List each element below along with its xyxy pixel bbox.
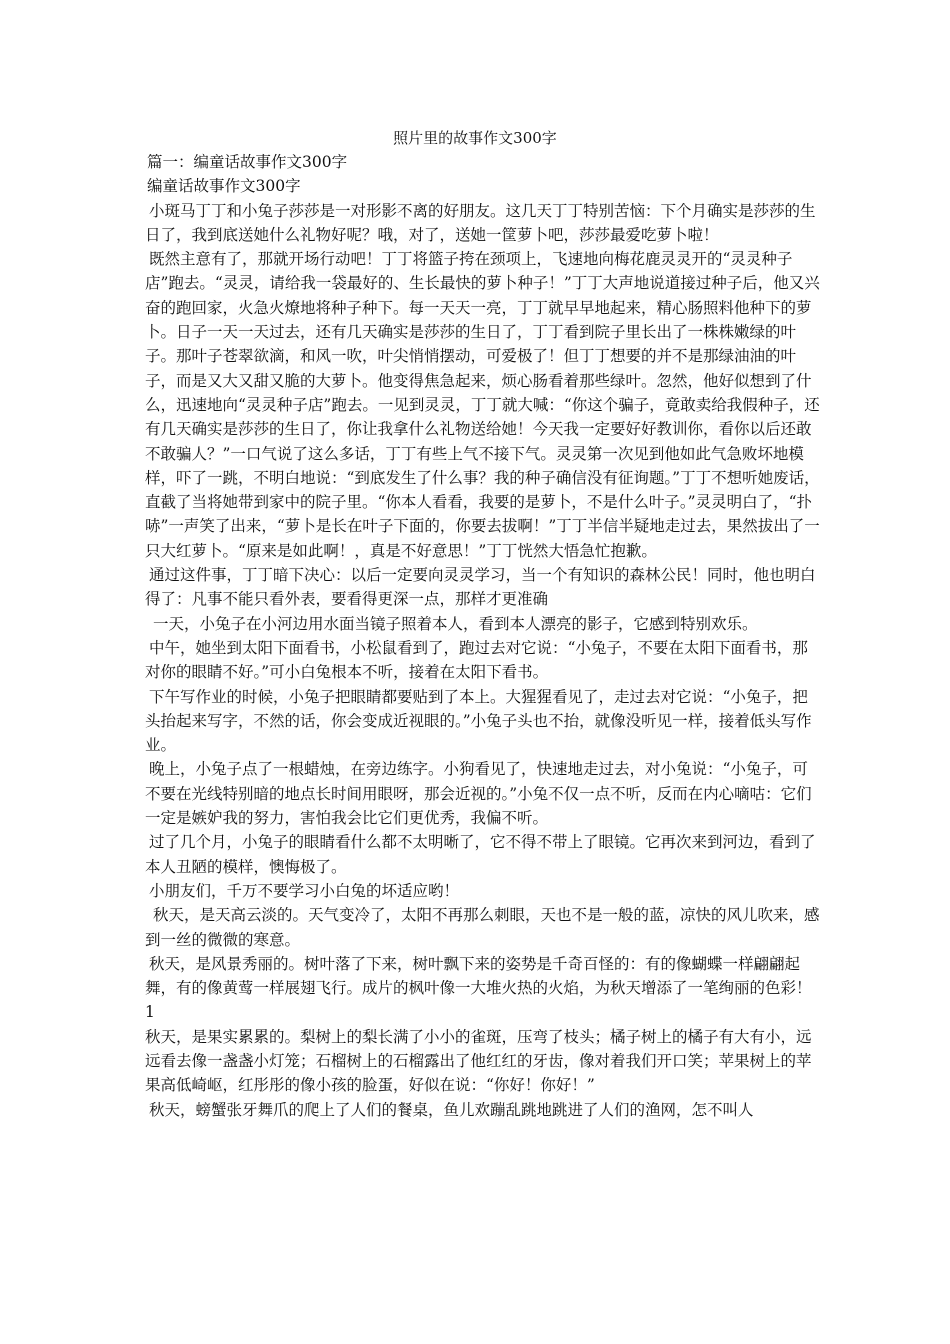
paragraph: 小斑马丁丁和小兔子莎莎是一对形影不离的好朋友。这几天丁丁特别苦恼：下个月确实是莎莎的生日了，我到底送她什么礼物好呢？哦，对了，送她一筐萝卜吧，莎莎最爱吃萝卜啦！	[145, 201, 816, 244]
paragraph: 秋天，螃蟹张牙舞爪的爬上了人们的餐桌，鱼儿欢蹦乱跳地跳进了人们的渔网，怎不叫人	[149, 1100, 754, 1119]
paragraph: 中午，她坐到太阳下面看书，小松鼠看到了，跑过去对它说：“小兔子，不要在太阳下面看书，那对你的眼睛不好。”可小白兔根本不听，接着在太阳下看书。	[145, 638, 808, 682]
paragraph: 秋天，是天高云淡的。天气变冷了，太阳不再那么刺眼，天也不是一般的蓝，凉快的风儿吹来，感到一丝的微微的寒意。	[145, 906, 820, 949]
document-body	[145, 150, 820, 1122]
paragraph: 下午写作业的时候，小兔子把眼睛都要贴到了本上。大猩猩看见了，走过去对它说：“小兔子，把头抬起来写字，不然的话，你会变成近视眼的。”小兔子头也不抬，就像没听见一样，接着低头写作业。	[145, 687, 812, 755]
paragraph-essay-subheading: 编童话故事作文300字	[147, 177, 301, 196]
paragraph: 一天，小兔子在小河边用水面当镜子照着本人，看到本人漂亮的影子，它感到特别欢乐。	[153, 614, 758, 633]
paragraph: 秋天，是风景秀丽的。树叶落了下来，树叶飘下来的姿势是千奇百怪的：有的像蝴蝶一样翩翩起舞，有的像黄莺一样展翅飞行。成片的枫叶像一大堆火热的火焰，为秋天增添了一笔绚丽的色彩！1	[145, 954, 812, 1022]
paragraph: 小朋友们，千万不要学习小白兔的坏适应哟！	[149, 881, 460, 900]
paragraph: 既然主意有了，那就开场行动吧！丁丁将篮子挎在颈项上，飞速地向梅花鹿灵灵开的“灵灵种子店”跑去。“灵灵，请给我一袋最好的、生长最快的萝卜种子！”丁丁大声地说道接过种子后，他又兴奋的跑回家，火急火燎地将种子种下。每一天天一亮，丁丁就早早地起来，精心肠照料他种下的萝卜。日子一天一天过去，还有几天确实是莎莎的生日了，丁丁看到院子里长出了一株株嫩绿的叶子。那叶子苍翠欲滴，和风一吹，叶尖悄悄摆动，可爱极了！但丁丁想要的并不是那绿油油的叶子，而是又大又甜又脆的大萝卜。他变得焦急起来，烦心肠看着那些绿叶。忽然，他好似想到了什么，迅速地向“灵灵种子店”跑去。一见到灵灵，丁丁就大喊：“你这个骗子，竟敢卖给我假种子，还有几天确实是莎莎的生日了，你让我拿什么礼物送给她！今天我一定要好好教训你，看你以后还敢不敢骗人？”一口气说了这么多话，丁丁有些上气不接下气。灵灵第一次见到他如此气急败坏地模样，吓了一跳，不明白地说：“到底发生了什么事？我的种子确信没有征询题。”丁丁不想听她废话，直截了当将她带到家中的院子里。“你本人看看，我要的是萝卜，不是什么叶子。”灵灵明白了，“扑哧”一声笑了出来，“萝卜是长在叶子下面的，你要去拔啊！”丁丁半信半疑地走过去，果然拔出了一只大红萝卜。“原来是如此啊！，真是不好意思！”丁丁恍然大悟急忙抱歉。	[145, 250, 820, 560]
paragraph: 过了几个月，小兔子的眼睛看什么都不太明晰了，它不得不带上了眼镜。它再次来到河边，看到了本人丑陋的模样，懊悔极了。	[145, 833, 816, 876]
document-title: 照片里的故事作文300字	[393, 129, 557, 147]
paragraph-essay-heading: 篇一：编童话故事作文300字	[147, 153, 348, 171]
paragraph: 晚上，小兔子点了一根蜡烛，在旁边练字。小狗看见了，快速地走过去，对小兔说：“小兔子，可不要在光线特别暗的地点长时间用眼呀，那会近视的。”小兔不仅一点不听，反而在内心嘀咕：它们一定是嫉妒我的努力，害怕我会比它们更优秀，我偏不听。	[145, 760, 812, 828]
paragraph: 通过这件事，丁丁暗下决心：以后一定要向灵灵学习，当一个有知识的森林公民！同时，他也明白得了：凡事不能只看外表，要看得更深一点，那样才更准确	[145, 566, 816, 609]
paragraph: 秋天，是果实累累的。梨树上的梨长满了小小的雀斑，压弯了枝头；橘子树上的橘子有大有小，远远看去像一盏盏小灯笼；石榴树上的石榴露出了他红红的牙齿，像对着我们开口笑；苹果树上的苹果高低崎岖，红彤彤的像小孩的脸蛋，好似在说：“你好！你好！”	[145, 1027, 812, 1095]
